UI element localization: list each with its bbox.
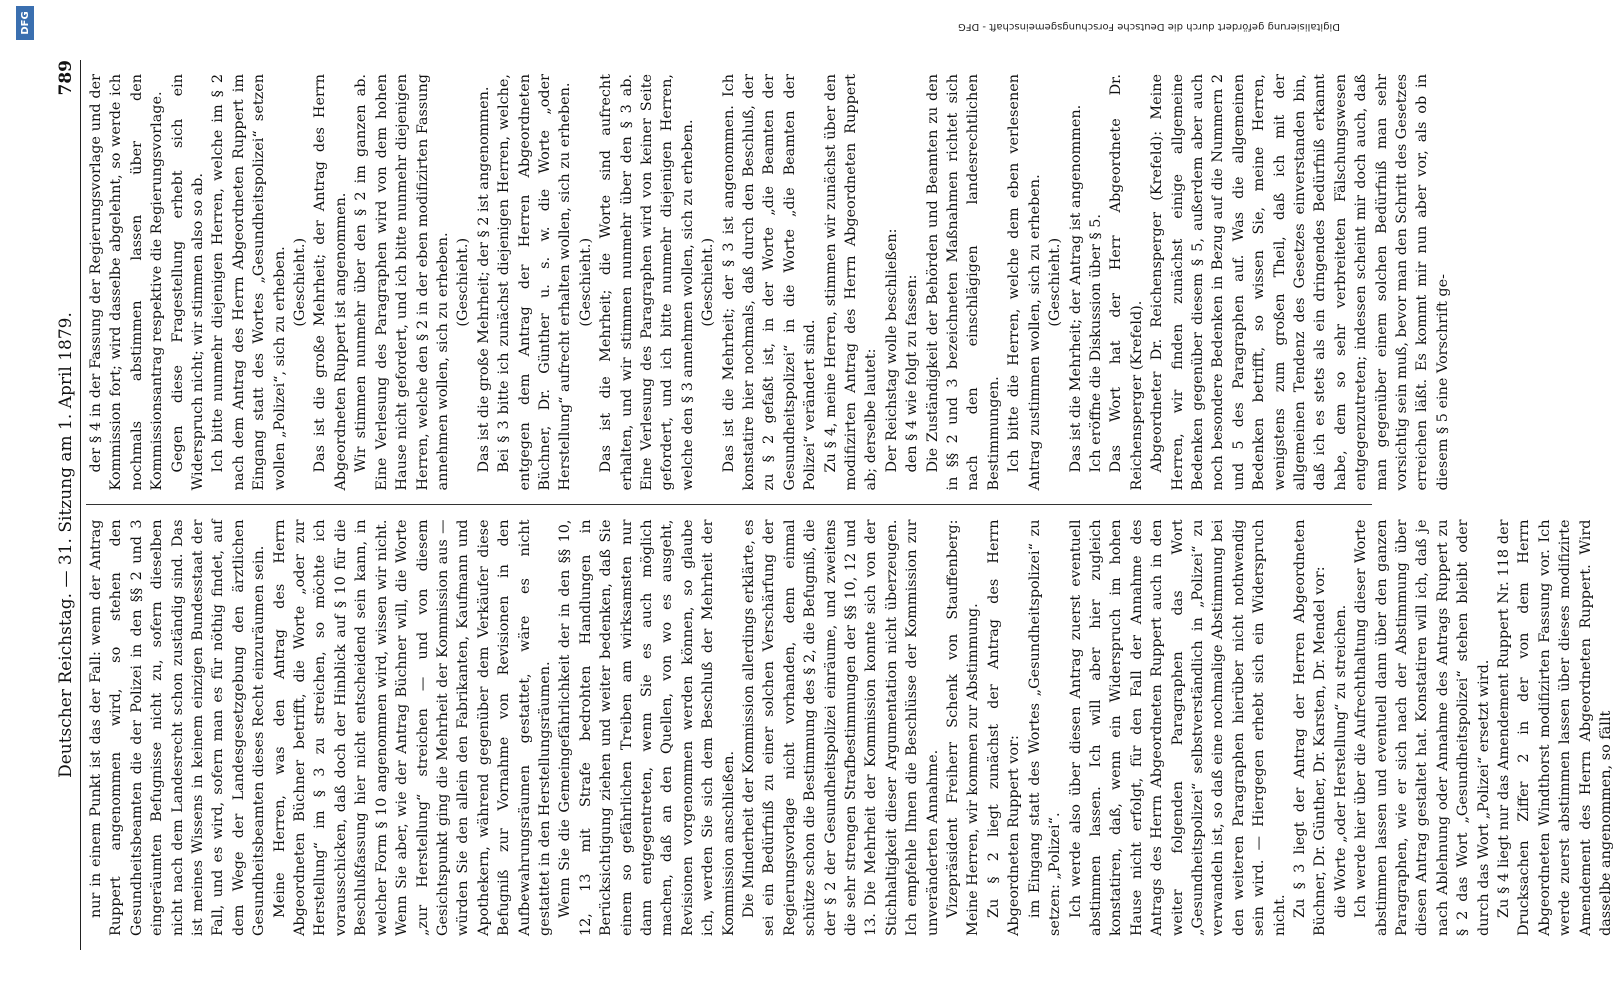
paragraph: (Geschieht.) xyxy=(1047,237,1064,327)
paragraph: Das ist die Mehrheit; die Worte sind aufrecht erhalten, und wir stimmen nunmehr über den § 3 ab. Eine Verlesung des Paragraphen wird von keiner Seite gefordert, und ich bitte nunmehr diejenigen Herren, welche den § 3 annehmen wollen, sich zu erheben. xyxy=(598,74,696,491)
running-title: Deutscher Reichstag. — 31. Sitzung am 1. April 1879. xyxy=(56,312,76,778)
column-right xyxy=(86,60,1451,506)
paragraph: Ich bitte nunmehr diejenigen Herren, welche im § 2 nach dem Antrag des Herrn Abgeordneten Ruppert im Eingang statt des Wortes „Gesundheitspolizei“ setzen wollen „Polizei“, sich zu erheben. xyxy=(210,74,288,491)
paragraph: Zu § 4 liegt nur das Amendement Ruppert Nr. 118 der Drucksachen Ziffer 2 in der von dem Herrn Abgeordneten Windthorst modifizirten Fassung vor. Ich werde zuerst abstimmen lassen über dieses modifizirte Amendement des Herrn Abgeordneten Ruppert. Wird dasselbe angenommen, so fällt xyxy=(1496,519,1615,936)
paragraph: (Geschieht.) xyxy=(455,237,472,327)
text-columns xyxy=(86,60,1615,950)
page-header xyxy=(42,60,81,950)
paragraph: Zu § 4, meine Herren, stimmen wir zunächst über den modifizirten Antrag des Herrn Abgeordneten Ruppert ab; derselbe lautet: xyxy=(822,74,880,491)
paragraph: nur in einem Punkt ist das der Fall: wenn der Antrag Ruppert angenommen wird, so stehen den Gesundheitsbeamten die der Polizei in den §§ 2 und 3 eingeräumten Befugnisse nicht zu, sofern dieselben nicht nach dem Landesrecht schon zuständig sind. Das ist meines Wissens in keinem einzigen Bundesstaat der Fall, und es wird, sofern man es für nöthig findet, auf dem Wege der Landesgesetzgebung den ärztlichen Gesundheitsbeamten dieses Recht einzuräumen sein. xyxy=(88,519,268,936)
paragraph: die Worte „oder Herstellung“ zu streichen. xyxy=(1332,604,1349,918)
paragraph: den § 4 wie folgt zu fassen: xyxy=(904,274,921,473)
paragraph: Das ist die große Mehrheit; der Antrag des Herrn Abgeordneten Ruppert ist angenommen. xyxy=(312,74,349,491)
dfg-logo: DFG xyxy=(16,6,34,40)
paragraph: Abgeordneter Dr. Reichensperger (Krefeld): Meine Herren, wir finden zunächst einige allgemeine Bedenken gegenüber diesem § 5, außerdem aber auch noch besondere Bedenken in Bezug auf die Nummern 2 und 5 des Paragraphen auf. Was die allgemeinen Bedenken betrifft, so wissen Sie, meine Herren, wenigstens zum großen Theil, daß ich mit der allgemeinen Tendenz des Gesetzes einverstanden bin, daß ich es stets als ein dringendes Bedürfniß erkannt habe, dem so sehr verbreiteten Fälschungswesen entgegenzutreten; indessen scheint mir doch auch, daß man gegenüber einem solchen Bedürfniß man sehr vorsichtig sein muß, bevor man den Schritt des Gesetzes erreichen läßt. Es kommt mir nun aber vor, als ob in diesem § 5 eine Vorschrift ge- xyxy=(1149,74,1451,491)
column-left xyxy=(86,506,1615,951)
paragraph: Das ist die Mehrheit; der § 3 ist angenommen. Ich konstatire hier nochmals, daß durch den Beschluß, der zu § 2 gefaßt ist, in der Worte „die Beamten der Gesundheitspolizei“ in die Worte „die Beamten der Polizei“ verändert sind. xyxy=(720,74,819,491)
paragraph: Gegen diese Fragestellung erhebt sich ein Widerspruch nicht; wir stimmen also so ab. xyxy=(169,74,207,491)
paragraph: Das Wort hat der Herr Abgeordnete Dr. Reichensperger (Krefeld). xyxy=(1108,74,1145,491)
paragraph: (Geschieht.) xyxy=(577,237,594,327)
paragraph: Der Reichstag wolle beschließen: xyxy=(883,228,900,473)
paragraph: Zu § 2 liegt zunächst der Antrag des Herrn Abgeordneten Ruppert vor: xyxy=(985,519,1023,936)
paragraph: im Eingang statt des Wortes „Gesundheitspolizei“ zu setzen: „Polizei“. xyxy=(1026,519,1064,936)
paragraph: Bei § 3 bitte ich zunächst diejenigen Herren, welche, entgegen dem Antrag der Herren Abgeordneten Büchner, Dr. Günther u. s. w. die Worte „oder Herstellung“ aufrecht erhalten wollen, sich zu erheben. xyxy=(496,74,574,491)
paragraph: Meine Herren, was den Antrag des Herrn Abgeordneten Büchner betrifft, die Worte „oder zur Herstellung“ im § 3 zu streichen, so möchte ich vorausschicken, daß doch der Hinblick auf § 10 für die Beschlußfassung hier nicht entscheidend sein kann, in welcher Form § 10 angenommen wird, wissen wir nicht. Wenn Sie aber, wie der Antrag Büchner will, die Worte „zur Herstellung“ streichen — und von diesem Gesichtspunkt ging die Mehrheit der Kommission aus — würden Sie den allein den Fabrikanten, Kaufmann und Apothekern, während gegenüber dem Verkäufer diese Befugniß zur Vornahme von Revisionen in den Aufbewahrungsräumen gestattet, wäre es nicht gestattet in den Herstellungsräumen. xyxy=(271,519,553,936)
paragraph: Wir stimmen nunmehr über den § 2 im ganzen ab. Eine Verlesung des Paragraphen wird von dem hohen Hause nicht gefordert, und ich bitte nunmehr diejenigen Herren, welche den § 2 in der eben modifizirten Fassung annehmen wollen, sich zu erheben. xyxy=(353,74,451,491)
paragraph: Die Minderheit der Kommission allerdings erklärte, es sei ein Bedürfniß zu einer solchen Verschärfung der Regierungsvorlage nicht vorhanden, denn einmal schütze schon die Bestimmung des § 2, die Befugniß, die der § 2 der Gesundheitspolizei einräume, und zweitens die sehr strengen Strafbestimmungen der §§ 10, 12 und 13. Die Mehrheit der Kommission konnte sich von der Stichhaltigkeit dieser Argumentation nicht überzeugen. Ich empfehle Ihnen die Beschlüsse der Kommission zur unveränderten Annahme. xyxy=(741,519,941,936)
digitization-credit xyxy=(60,18,1340,32)
paragraph: (Geschieht.) xyxy=(292,237,309,327)
page-number: 789 xyxy=(56,60,76,96)
paragraph: der § 4 in der Fassung der Regierungsvorlage und der Kommission fort; wird dasselbe abgelehnt, so werde ich nochmals abstimmen lassen über den Kommissionsantrag respektive die Regierungsvorlage. xyxy=(88,74,166,491)
paragraph: Ich werde hier über die Aufrechthaltung dieser Worte abstimmen lassen und eventuell dann über den ganzen Paragraphen, wie er sich nach der Abstimmung über diesen Antrag gestaltet hat. Konstatiren will ich, daß je nach Ablehnung oder Annahme des Antrags Ruppert zu § 2 das Wort „Gesundheitspolizei“ stehen bleibt oder durch das Wort „Polizei“ ersetzt wird. xyxy=(1353,519,1492,936)
paragraph: Die Zuständigkeit der Behörden und Beamten zu den in §§ 2 und 3 bezeichneten Maßnahmen richtet sich nach den einschlägigen landesrechtlichen Bestimmungen. xyxy=(924,74,1002,491)
paragraph: Ich bitte die Herren, welche dem eben verlesenen Antrag zustimmen wollen, sich zu erheben. xyxy=(1006,74,1043,491)
credit-text: Digitalisierung gefördert durch die Deutsche Forschungsgemeinschaft - DFG xyxy=(957,21,1340,32)
paragraph: Vizepräsident Freiherr Schenk von Stauffenberg: Meine Herren, wir kommen zur Abstimmung. xyxy=(945,519,982,936)
paragraph: (Geschieht.) xyxy=(700,237,717,327)
paragraph: Zu § 3 liegt der Antrag der Herren Abgeordneten Büchner, Dr. Günther, Dr. Karsten, Dr. Mendel vor: xyxy=(1291,519,1329,936)
paragraph: Das ist die Mehrheit; der Antrag ist angenommen. xyxy=(1067,104,1084,473)
paragraph: Ich eröffne die Diskussion über § 5. xyxy=(1087,214,1104,473)
paragraph: Ich werde also über diesen Antrag zuerst eventuell abstimmen lassen. Ich will aber hier zugleich konstatiren, daß, wenn ein Widerspruch im hohen Hause nicht erfolgt, für den Fall der Annahme des Antrags des Herrn Abgeordneten Ruppert auch in den weiter folgenden Paragraphen das Wort „Gesundheitspolizei“ selbstverständlich in „Polizei“ zu verwandeln ist, so daß eine nochmalige Abstimmung bei den weiteren Paragraphen hierüber nicht nothwendig sein wird. — Hiergegen erhebt sich ein Widerspruch nicht. xyxy=(1067,519,1288,936)
paragraph: Das ist die große Mehrheit; der § 2 ist angenommen. xyxy=(475,86,492,473)
paragraph: Wenn Sie die Gemeingefährlichkeit der in den §§ 10, 12, 13 mit Strafe bedrohten Handlungen in Berücksichtigung ziehen und weiter bedenken, daß Sie einem so gefährlichen Treiben am wirksamsten nur dann entgegentreten, wenn Sie es auch möglich machen, daß an den Quellen, von wo es ausgeht, Revisionen vorgenommen werden können, so glaube ich, werden Sie sich dem Beschluß der Mehrheit der Kommission anschließen. xyxy=(557,519,737,936)
